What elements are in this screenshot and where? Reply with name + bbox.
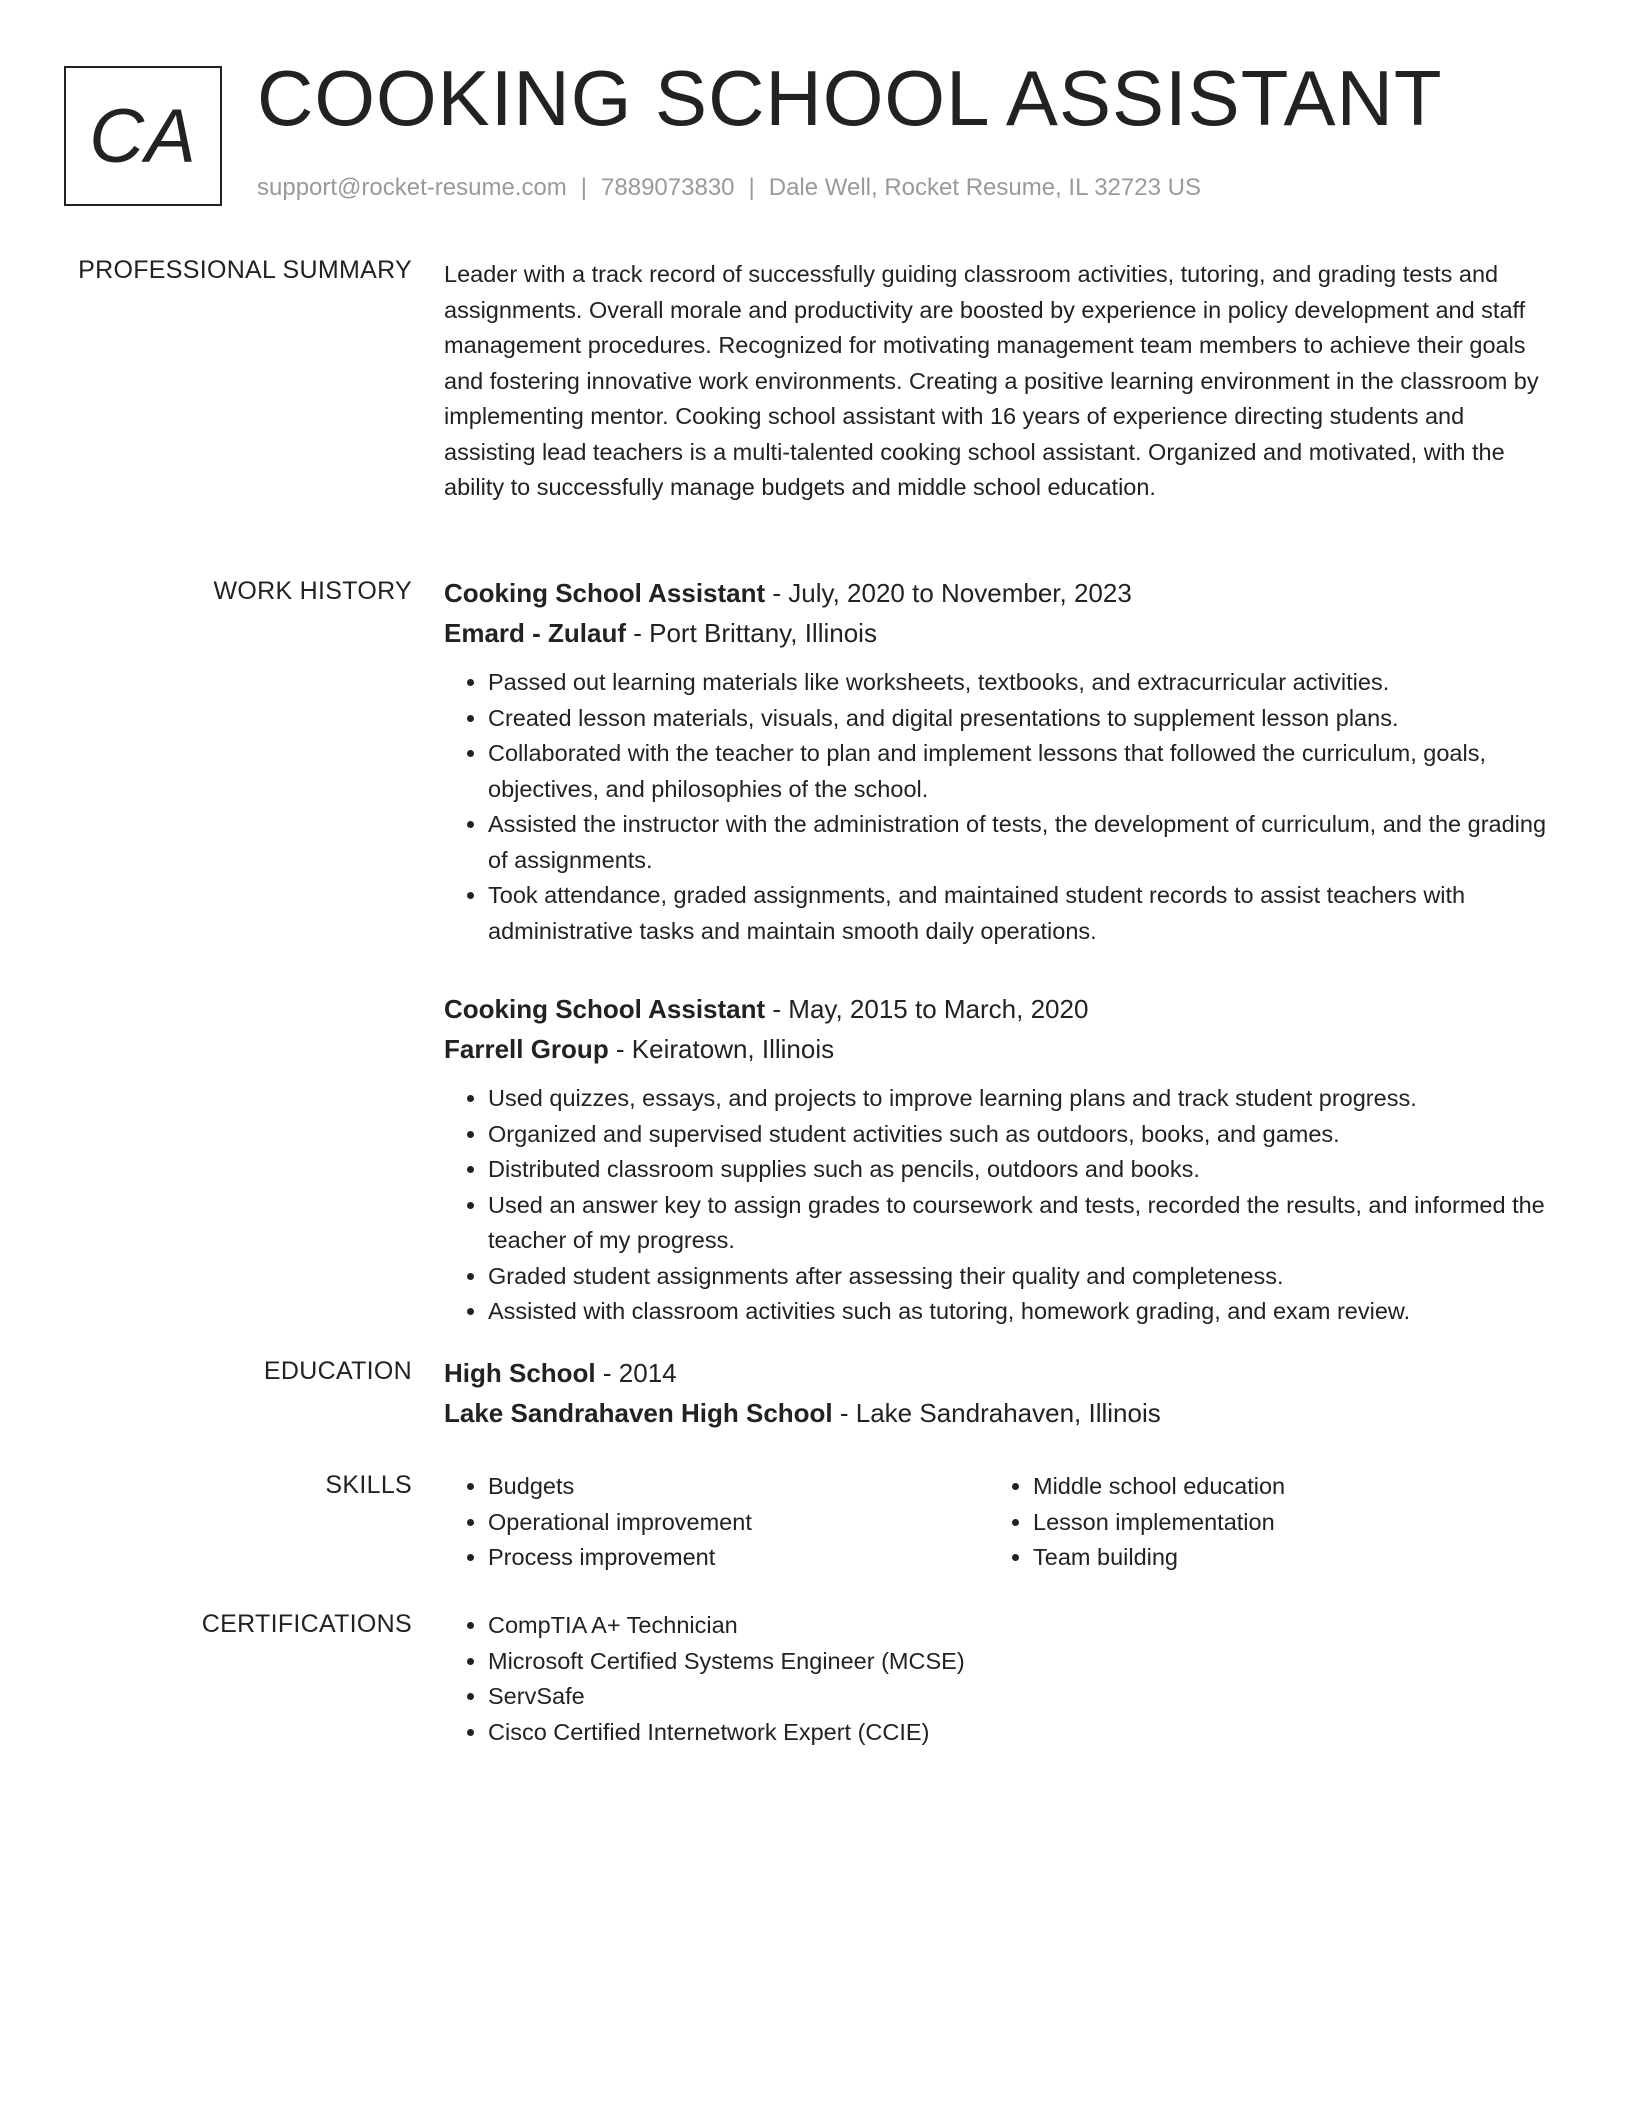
- certifications-list: [444, 1608, 1554, 1750]
- job-title-line: [444, 573, 1554, 613]
- education-degree-line: [444, 1353, 1554, 1393]
- job-dates: - May, 2015 to March, 2020: [765, 994, 1089, 1024]
- skills-grid: [444, 1469, 1554, 1576]
- job-location: - Port Brittany, Illinois: [626, 618, 877, 648]
- job-bullet: • Used quizzes, essays, and projects to improve learning plans and track student progress.: [488, 1081, 1554, 1117]
- job-dates: - July, 2020 to November, 2023: [765, 578, 1132, 608]
- certifications-body: [444, 1608, 1554, 1750]
- contact-line: [257, 174, 1201, 202]
- job-entry: [444, 573, 1554, 949]
- job-bullet: • Took attendance, graded assignments, and maintained student records to assist teachers with administrative tasks and maintain smooth daily operations.: [488, 878, 1554, 949]
- education-year: - 2014: [595, 1358, 677, 1388]
- education-school: Lake Sandrahaven High School: [444, 1398, 833, 1428]
- section-label-education: EDUCATION: [263, 1357, 412, 1385]
- certification-item: • Cisco Certified Internetwork Expert (CCIE): [488, 1715, 1554, 1751]
- summary-body: [444, 257, 1554, 506]
- page-title: COOKING SCHOOL ASSISTANT: [257, 54, 1443, 142]
- section-label-summary: PROFESSIONAL SUMMARY: [78, 256, 412, 284]
- job-bullet: • Assisted the instructor with the administration of tests, the development of curriculum, and the grading of assignments.: [488, 807, 1554, 878]
- job-title: Cooking School Assistant: [444, 994, 766, 1024]
- section-label-certifications: CERTIFICATIONS: [201, 1610, 412, 1638]
- job-bullet: • Created lesson materials, visuals, and digital presentations to supplement lesson plans.: [488, 701, 1554, 737]
- section-label-work-history: WORK HISTORY: [213, 577, 412, 605]
- skills-list-left: [444, 1469, 989, 1576]
- skill-item: • Lesson implementation: [1033, 1505, 1534, 1541]
- job-title: Cooking School Assistant: [444, 578, 766, 608]
- job-company: Farrell Group: [444, 1034, 609, 1064]
- certification-item: • Microsoft Certified Systems Engineer (MCSE): [488, 1644, 1554, 1680]
- monogram-badge: CA: [64, 66, 222, 206]
- skill-item: • Team building: [1033, 1540, 1534, 1576]
- job-company-line: [444, 613, 1554, 653]
- skill-item: • Budgets: [488, 1469, 989, 1505]
- work-history-body: [444, 573, 1554, 1330]
- section-label-skills: SKILLS: [325, 1471, 412, 1499]
- skills-body: [444, 1469, 1554, 1576]
- skills-list-right: [989, 1469, 1534, 1576]
- contact-phone[interactable]: 7889073830: [601, 174, 735, 201]
- job-bullet: • Organized and supervised student activities such as outdoors, books, and games.: [488, 1117, 1554, 1153]
- skill-item: • Middle school education: [1033, 1469, 1534, 1505]
- summary-text: Leader with a track record of successfully guiding classroom activities, tutoring, and grading tests and assignments. Overall morale and productivity are boosted by experience in policy development and staff management procedures. Recognized for motivating management team members to achieve their goals and fostering innovative work environments. Creating a positive learning environment in the classroom by implementing mentor. Cooking school assistant with 16 years of experience directing students and assisting lead teachers is a multi-talented cooking school assistant. Organized and motivated, with the ability to successfully manage budgets and middle school education.: [444, 261, 1539, 500]
- skill-item: • Operational improvement: [488, 1505, 989, 1541]
- job-bullet: • Assisted with classroom activities such as tutoring, homework grading, and exam review.: [488, 1294, 1554, 1330]
- education-body: [444, 1353, 1554, 1433]
- job-bullet: • Used an answer key to assign grades to coursework and tests, recorded the results, and informed the teacher of my progress.: [488, 1188, 1554, 1259]
- job-company-line: [444, 1029, 1554, 1069]
- education-degree: High School: [444, 1358, 596, 1388]
- job-bullet: • Passed out learning materials like worksheets, textbooks, and extracurricular activities.: [488, 665, 1554, 701]
- job-location: - Keiratown, Illinois: [608, 1034, 835, 1064]
- job-bullet: • Graded student assignments after assessing their quality and completeness.: [488, 1259, 1554, 1295]
- contact-separator: |: [580, 174, 588, 201]
- skill-item: • Process improvement: [488, 1540, 989, 1576]
- job-entry: [444, 989, 1554, 1330]
- job-bullets: [444, 665, 1554, 949]
- job-bullet: • Collaborated with the teacher to plan and implement lessons that followed the curriculum, goals, objectives, and philosophies of the school.: [488, 736, 1554, 807]
- education-location: - Lake Sandrahaven, Illinois: [832, 1398, 1161, 1428]
- job-title-line: [444, 989, 1554, 1029]
- contact-address: Dale Well, Rocket Resume, IL 32723 US: [768, 174, 1201, 201]
- contact-separator: |: [748, 174, 755, 201]
- education-school-line: [444, 1393, 1554, 1433]
- contact-email[interactable]: support@rocket-resume.com: [257, 174, 567, 201]
- job-company: Emard - Zulauf: [444, 618, 627, 648]
- certification-item: • ServSafe: [488, 1679, 1554, 1715]
- job-bullets: [444, 1081, 1554, 1330]
- job-bullet: • Distributed classroom supplies such as pencils, outdoors and books.: [488, 1152, 1554, 1188]
- certification-item: • CompTIA A+ Technician: [488, 1608, 1554, 1644]
